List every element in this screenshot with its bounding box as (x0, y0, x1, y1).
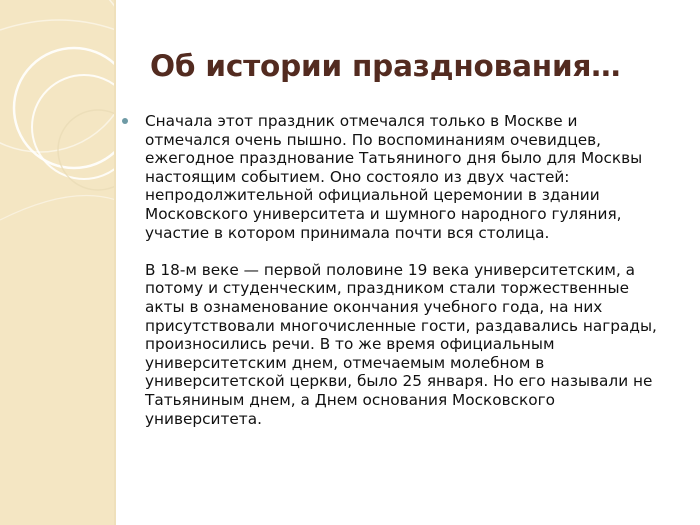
bullet-item (145, 112, 680, 428)
decorative-sidebar (0, 0, 114, 525)
paragraph-history-18th-century: В 18-м веке — первой половине 19 века университетским, а потому и студенческим, праздником стали торжественные акты в ознаменование окончания учебного года, на них присутствовали многочисленные гости, раздавались награды, произносились речи. В то же время официальным университетским днем, отмечаемым молебном в университетской церкви, было 25 января. Но его называли не Татьяниным днем, а Днем основания Московского университета. (145, 260, 657, 428)
bullet-dot-icon (122, 118, 128, 124)
slide-body (145, 112, 680, 428)
paragraph-history-moscow: Сначала этот праздник отмечался только в Москве и отмечался очень пышно. По воспоминаниям очевидцев, ежегодное празднование Татьяниного дня было для Москвы настоящим событием. Оно состояло из двух частей: непродолжительной официальной церемонии в здании Московского университета и шумного народного гуляния, участие в котором принимала почти вся столица. (145, 112, 643, 242)
circles-decoration-icon (0, 0, 114, 525)
slide-title: Об истории празднования… (150, 49, 621, 83)
sidebar-divider (114, 0, 116, 525)
